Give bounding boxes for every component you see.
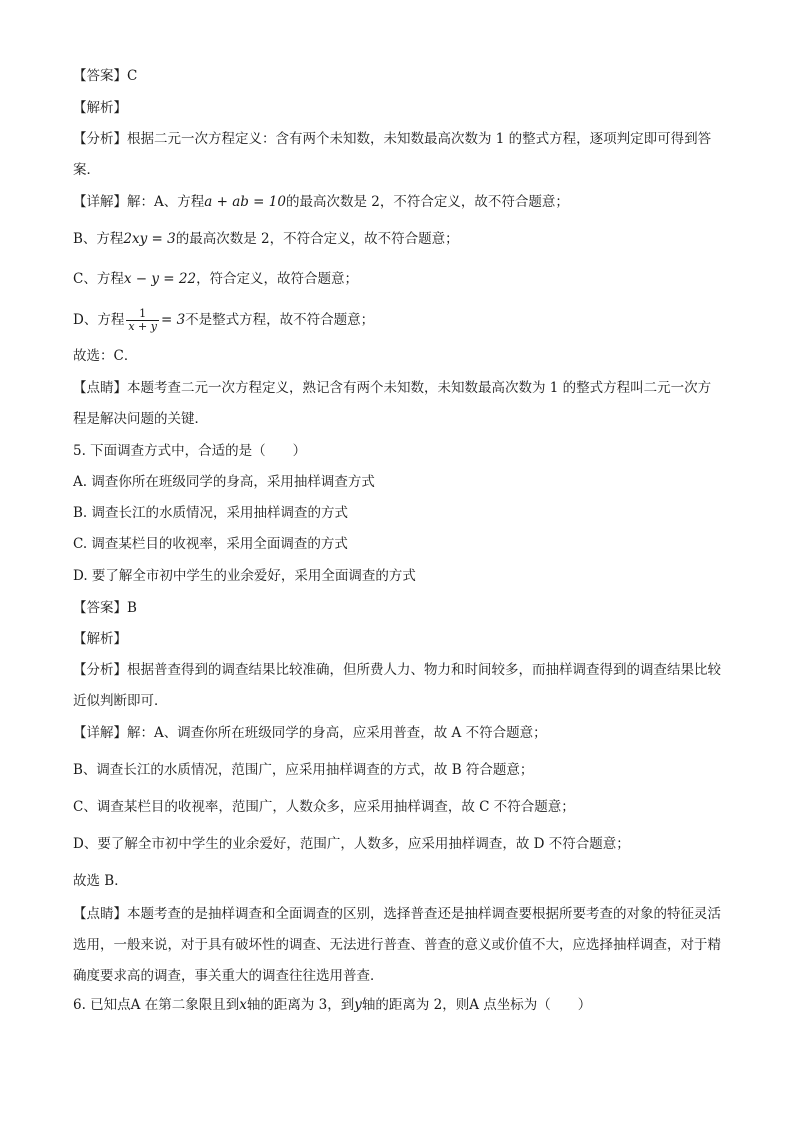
q5-stem: 5. 下面调查方式中，合适的是（ ）	[73, 443, 307, 459]
detail-d	[73, 306, 374, 334]
q5-detail-c: C、调查某栏目的收视率，范围广，人数众多，应采用抽样调查，故 C 不符合题意；	[73, 799, 575, 815]
detail-b-prefix: B、方程	[73, 231, 124, 247]
fraction-numerator: 1	[139, 307, 147, 320]
q5-option-b: B. 调查长江的水质情况，采用抽样调查的方式	[73, 505, 349, 521]
q5-option-d: D. 要了解全市初中学生的业余爱好，采用全面调查的方式	[73, 568, 416, 584]
detail-d-suffix: 不是整式方程，故不符合题意；	[185, 312, 375, 328]
detail-d-prefix: D、方程	[73, 312, 125, 328]
q5-detail-a: 【详解】解：A、调查你所在班级同学的身高，应采用普查，故 A 不符合题意；	[73, 725, 547, 741]
detail-a-prefix: 【详解】解：A、方程	[73, 194, 205, 210]
q5-option-a: A. 调查你所在班级同学的身高，采用抽样调查方式	[73, 474, 375, 490]
q6-stem-part3: 轴的距离为 2，则A 点坐标为（ ）	[361, 997, 592, 1013]
q5-choose: 故选 B．	[73, 873, 128, 889]
analysis-fenxi: 【分析】根据二元一次方程定义：含有两个未知数，未知数最高次数为 1 的整式方程，逐项判定即可得到答案．	[73, 131, 712, 178]
q5-detail-b: B、调查长江的水质情况，范围广，应采用抽样调查的方式，故 B 符合题意；	[73, 762, 534, 778]
q6-stem-part2: 轴的距离为 3，到	[246, 997, 355, 1013]
detail-a	[73, 192, 569, 212]
q5-comment: 【点睛】本题考查的是抽样调查和全面调查的区别，选择普查还是抽样调查要根据所要考查的对象的特征灵活选用，一般来说，对于具有破坏性的调查、无法进行普查、普查的意义或价值不大，应选择抽样调查，对于精确度要求高的调查，事关重大的调查往往选用普查．	[73, 906, 721, 984]
detail-a-equation: a + ab = 10	[204, 194, 286, 210]
detail-d-equals: = 3	[160, 312, 186, 328]
q5-detail-d: D、要了解全市初中学生的业余爱好，范围广，人数多，应采用抽样调查，故 D 不符合题意；	[73, 836, 630, 852]
q5-option-c: C. 调查某栏目的收视率，采用全面调查的方式	[73, 536, 348, 552]
detail-c-suffix: ，符合定义，故符合题意；	[196, 271, 359, 287]
analysis-heading: 【解析】	[73, 100, 127, 116]
detail-a-suffix: 的最高次数是 2，不符合定义，故不符合题意；	[285, 194, 569, 210]
detail-b	[73, 229, 459, 249]
q6-stem	[73, 995, 591, 1015]
detail-b-equation: 2xy = 3	[123, 231, 176, 247]
q5-fenxi: 【分析】根据普查得到的调查结果比较准确，但所费人力、物力和时间较多，而抽样调查得到的调查结果比较近似判断即可．	[73, 662, 721, 709]
choose-line: 故选：C．	[73, 348, 138, 364]
q6-stem-part1: 6. 已知点A 在第二象限且到	[73, 997, 240, 1013]
detail-c-prefix: C、方程	[73, 271, 124, 287]
detail-c-equation: x − y = 22	[123, 271, 197, 287]
comment-dianjing: 【点睛】本题考查二元一次方程定义，熟记含有两个未知数，未知数最高次数为 1 的整式方程叫二元一次方程是解决问题的关键．	[73, 380, 712, 427]
q6-y-axis-var: y	[354, 997, 362, 1013]
fraction-denominator: x + y	[128, 320, 157, 333]
answer-label: 【答案】C	[73, 68, 138, 84]
q5-answer: 【答案】B	[73, 600, 137, 616]
q6-x-axis-var: x	[239, 997, 247, 1013]
detail-b-suffix: 的最高次数是 2，不符合定义，故不符合题意；	[175, 231, 459, 247]
detail-d-fraction	[126, 308, 159, 333]
q5-analysis-heading: 【解析】	[73, 631, 127, 647]
detail-c	[73, 269, 358, 289]
